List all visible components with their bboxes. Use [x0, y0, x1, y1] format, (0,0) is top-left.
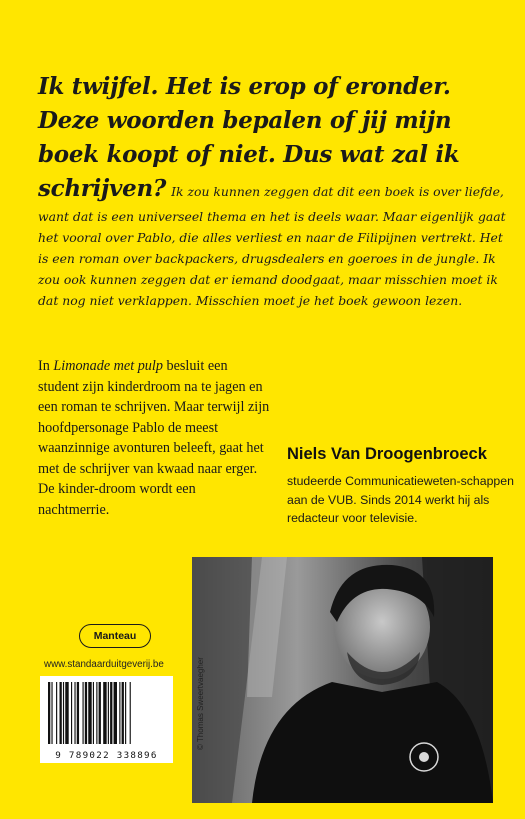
- publisher-logo: Manteau: [79, 624, 151, 648]
- photo-credit: © Thomas Sweertvaegher: [196, 657, 205, 750]
- barcode-bars: [40, 676, 173, 748]
- book-summary: [38, 356, 270, 520]
- book-title: Limonade met pulp: [53, 358, 163, 374]
- publisher-url[interactable]: www.standaarduitgeverij.be: [44, 659, 164, 670]
- author-photo-image: [192, 557, 493, 803]
- barcode: [40, 676, 173, 763]
- summary-text: besluit een student zijn kinderdroom na te jagen en een roman te schrijven. Maar terwijl zijn hoofdpersonage Pablo de meest waanzinnige avonturen beleeft, gaat het met de schrijver van kwaad naar erger. De kinder-droom wordt een nachtmerrie.: [38, 358, 270, 518]
- author-photo: [192, 557, 493, 803]
- blurb-lead: Ik twijfel. Het is erop of eronder. Deze woorden bepalen of jij mijn boek koopt of niet. Dus wat zal ik schrijven?: [38, 73, 460, 202]
- author-bio: studeerde Communicatieweten-schappen aan de VUB. Sinds 2014 werkt hij als redacteur voor televisie.: [287, 474, 514, 525]
- blurb-text: Ik zou kunnen zeggen dat dit een boek is over liefde, want dat is een universeel thema en het is deels waar. Maar eigenlijk gaat het vooral over Pablo, die alles verliest en naar de Filipijnen vertrekt. Het is een roman over backpackers, drugsdealers en goeroes in de jungle. Ik zou ook kunnen zeggen dat er iemand doodgaat, maar misschien moet ik dat nog niet verklappen. Misschien moet je het boek gewoon lezen.: [38, 184, 506, 308]
- summary-intro: In: [38, 358, 50, 374]
- author-name: Niels Van Droogenbroeck: [287, 445, 487, 463]
- blurb: [38, 70, 508, 311]
- isbn-number: 9 789022 338896: [55, 750, 158, 761]
